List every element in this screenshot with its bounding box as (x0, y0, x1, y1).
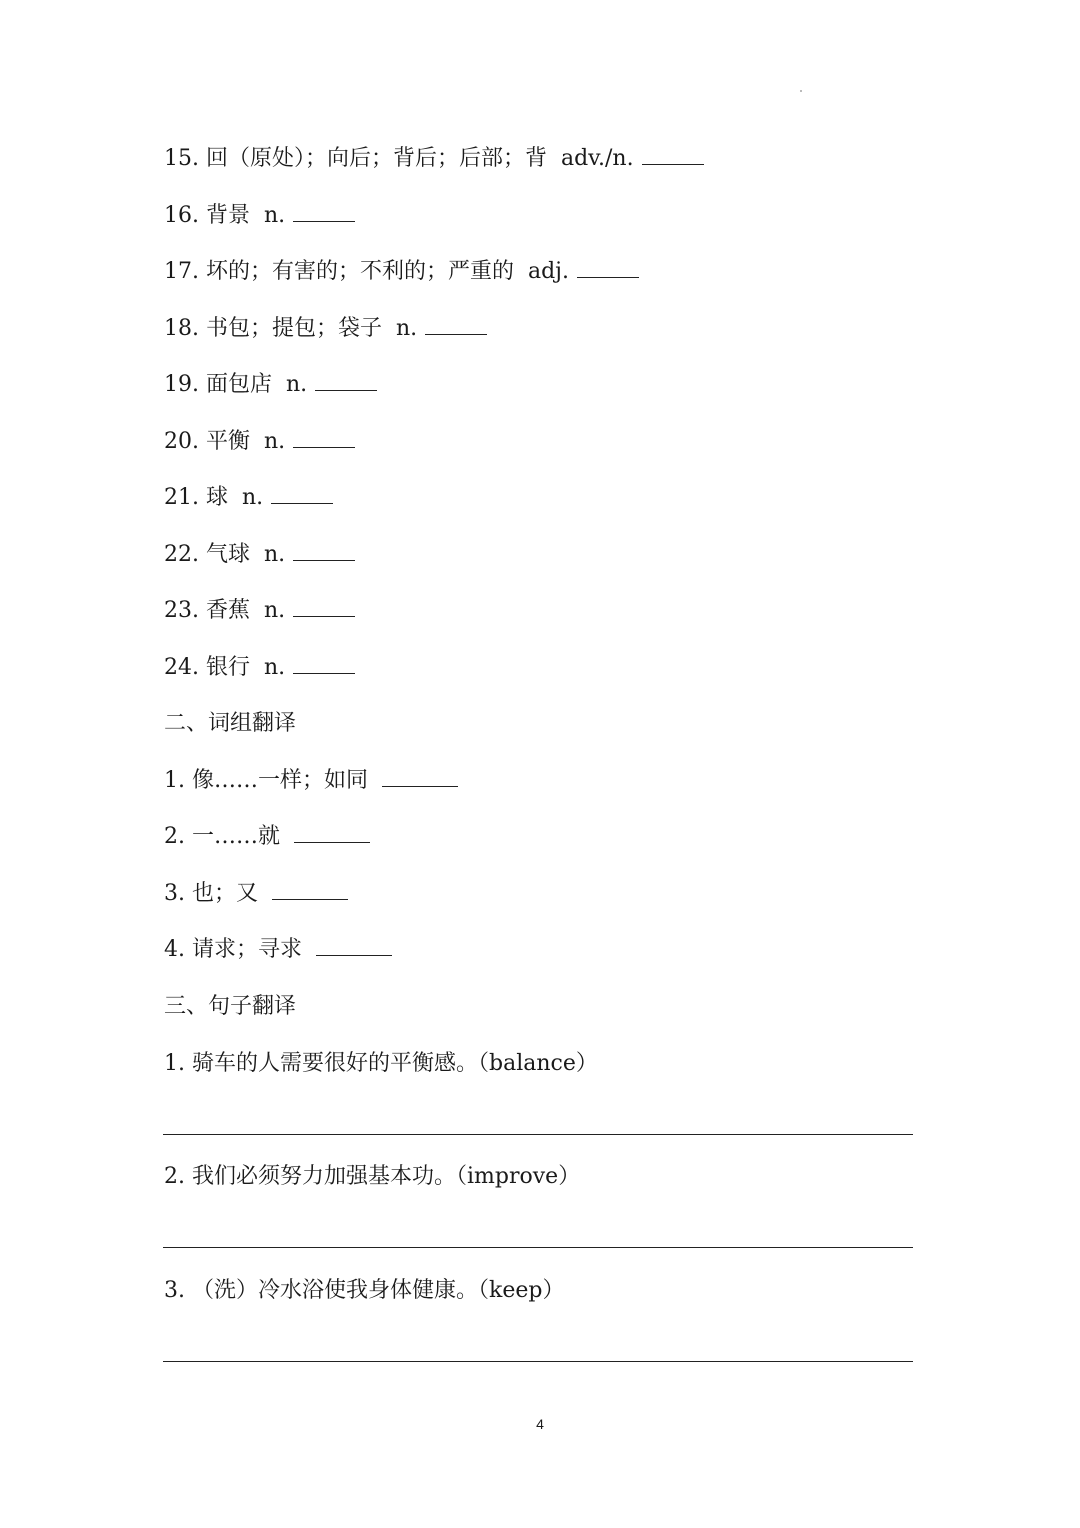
stray-dot (800, 90, 802, 92)
answer-line[interactable] (163, 1134, 913, 1135)
phrase-item-2 (164, 822, 370, 852)
vocab-item-16 (164, 201, 355, 231)
answer-blank[interactable] (293, 203, 355, 222)
answer-blank[interactable] (293, 542, 355, 561)
item-number: 15. (164, 146, 199, 171)
section-heading-phrases: 二、词组翻译 (164, 711, 297, 736)
vocab-item-22 (164, 540, 355, 570)
sentence-item-1 (164, 1049, 598, 1079)
answer-blank[interactable] (293, 598, 355, 617)
item-text: 骑车的人需要很好的平衡感。（balance） (192, 1051, 598, 1076)
item-number: 20. (164, 429, 199, 454)
answer-blank[interactable] (272, 881, 348, 900)
sentence-item-2 (164, 1162, 580, 1192)
item-number: 21. (164, 485, 199, 510)
item-text: 平衡 n. (206, 429, 286, 454)
answer-blank[interactable] (293, 655, 355, 674)
phrase-item-4 (164, 935, 392, 965)
item-number: 1. (164, 768, 185, 793)
vocab-item-15 (164, 144, 704, 174)
item-number: 18. (164, 316, 199, 341)
item-number: 23. (164, 598, 199, 623)
item-number: 24. (164, 655, 199, 680)
answer-blank[interactable] (271, 485, 333, 504)
vocab-item-21 (164, 483, 333, 513)
item-text: 书包；提包；袋子 n. (206, 316, 418, 341)
answer-blank[interactable] (642, 146, 704, 165)
answer-line[interactable] (163, 1247, 913, 1248)
vocab-item-19 (164, 370, 377, 400)
item-number: 17. (164, 259, 199, 284)
answer-blank[interactable] (294, 824, 370, 843)
item-number: 1. (164, 1051, 185, 1076)
item-text: 请求；寻求 (192, 937, 303, 962)
phrase-item-1 (164, 766, 458, 796)
item-number: 2. (164, 824, 185, 849)
item-text: 球 n. (206, 485, 264, 510)
sentence-item-3 (164, 1276, 564, 1306)
item-text: 背景 n. (206, 203, 286, 228)
item-number: 19. (164, 372, 199, 397)
item-number: 4. (164, 937, 185, 962)
vocab-item-18 (164, 314, 487, 344)
answer-blank[interactable] (425, 316, 487, 335)
item-text: 回（原处）；向后；背后；后部；背 adv./n. (206, 146, 634, 171)
item-number: 3. (164, 1278, 185, 1303)
section-heading-sentences: 三、句子翻译 (164, 994, 297, 1019)
item-number: 2. (164, 1164, 185, 1189)
phrase-item-3 (164, 879, 348, 909)
item-number: 3. (164, 881, 185, 906)
vocab-item-17 (164, 257, 639, 287)
item-text: （洗）冷水浴使我身体健康。（keep） (192, 1278, 565, 1303)
item-number: 22. (164, 542, 199, 567)
item-text: 香蕉 n. (206, 598, 286, 623)
answer-line[interactable] (163, 1361, 913, 1362)
item-text: 我们必须努力加强基本功。（improve） (192, 1164, 581, 1189)
item-number: 16. (164, 203, 199, 228)
vocab-item-20 (164, 427, 355, 457)
vocab-item-24 (164, 653, 355, 683)
item-text: 也；又 (192, 881, 259, 906)
item-text: 像……一样；如同 (192, 768, 369, 793)
item-text: 坏的；有害的；不利的；严重的 adj. (206, 259, 570, 284)
answer-blank[interactable] (293, 429, 355, 448)
answer-blank[interactable] (316, 937, 392, 956)
item-text: 银行 n. (206, 655, 286, 680)
answer-blank[interactable] (315, 372, 377, 391)
item-text: 气球 n. (206, 542, 286, 567)
page-number: 4 (536, 1416, 544, 1432)
item-text: 一……就 (192, 824, 281, 849)
vocab-item-23 (164, 596, 355, 626)
answer-blank[interactable] (577, 259, 639, 278)
answer-blank[interactable] (382, 768, 458, 787)
item-text: 面包店 n. (206, 372, 308, 397)
